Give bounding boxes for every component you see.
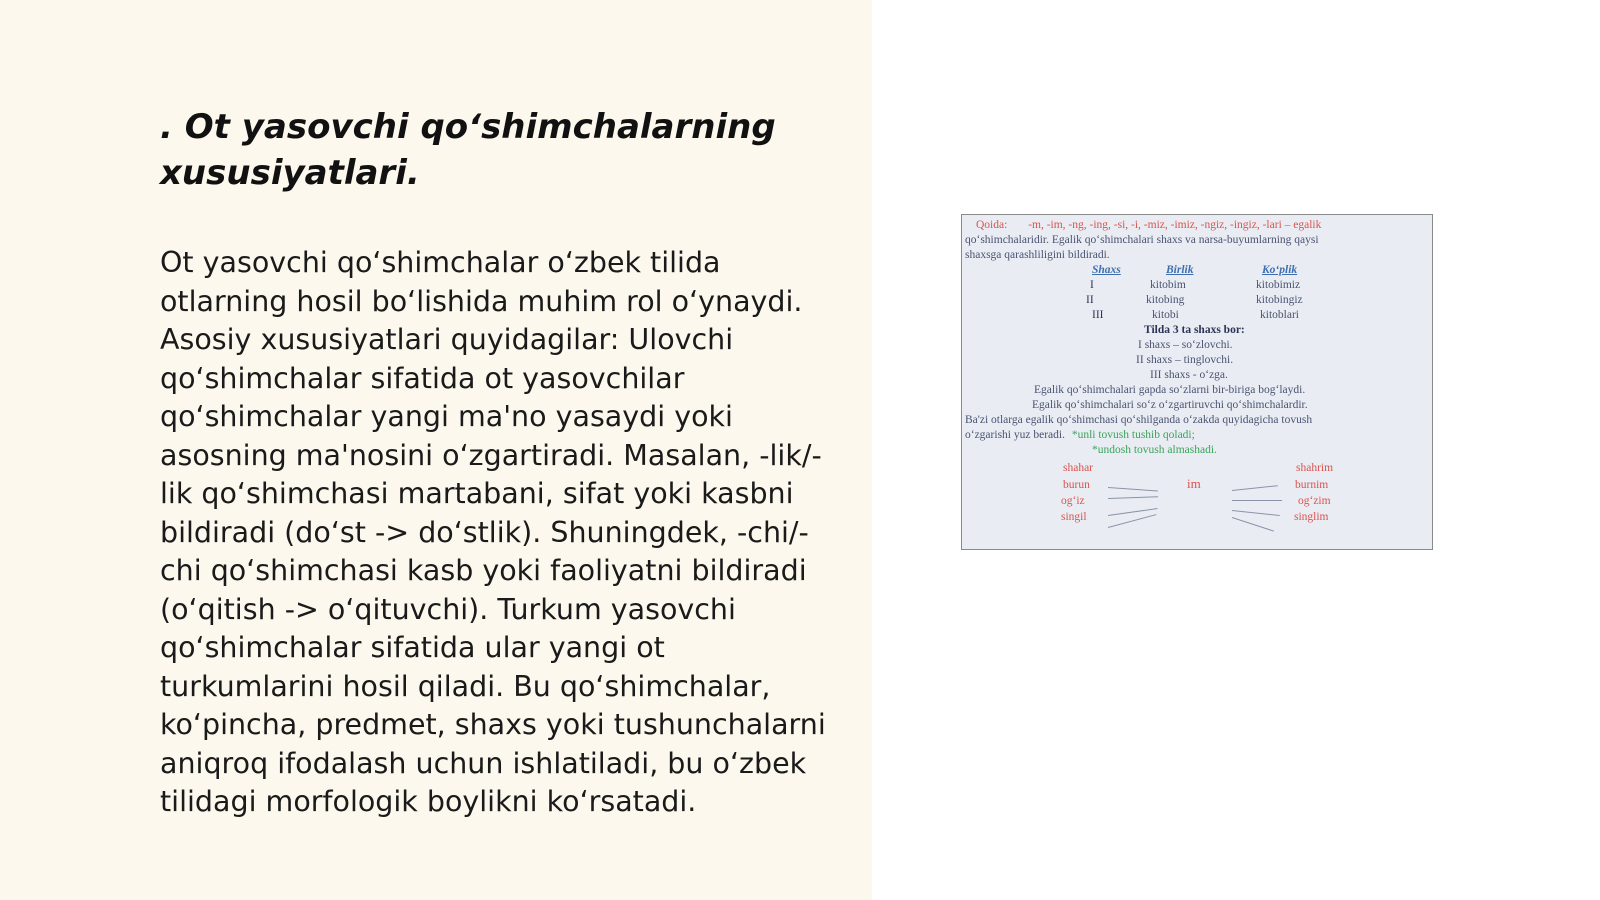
row-2-person: II [1086,294,1094,306]
left-word-3: og‘iz [1061,495,1085,507]
right-word-1: shahrim [1296,462,1334,474]
slide-title: . Ot yasovchi qo‘shimchalarning xususiyatlari. [160,107,776,193]
row-3-singular: kitobi [1152,309,1179,321]
grammar-rule-figure [961,214,1433,550]
header-singular: Birlik [1166,264,1194,276]
left-word-2: burun [1063,479,1090,491]
left-word-4: singil [1061,511,1087,523]
rule-suffixes: -m, -im, -ng, -ing, -si, -i, -miz, -imiz, -ngiz, -ingiz, -lari – egalik [1028,219,1322,231]
row-1-person: I [1090,279,1094,291]
person-first: I shaxs – so‘zlovchi. [1138,339,1233,351]
slide-body-text: Ot yasovchi qo‘shimchalar o‘zbek tilida otlarning hosil bo‘lishida muhim rol o‘ynaydi. Asosiy xususiyatlari quyidagilar: Ulovchi qo‘shimchalar sifatida ot yasovchilar qo‘shimchalar yangi ma'no yasaydi yoki asosning ma'nosini o‘zgartiradi. Masalan, -lik/-lik qo‘shimchasi martabani, sifat yoki kasbni bildiradi (do‘st -> do‘stlik). Shuningdek, -chi/-chi qo‘shimchasi kasb yoki faoliyatni bildiradi (o‘qitish -> o‘qituvchi). Turkum yasovchi qo‘shimchalar sifatida ular yangi ot turkumlarini hosil qiladi. Bu qo‘shimchalar, ko‘pincha, predmet, shaxs yoki tushunchalarni aniqroq ifodalash uchun ishlatiladi, bu o‘zbek tilidagi morfologik boylikni ko‘rsatadi. [160,246,826,818]
person-third: III shaxs - o‘zga. [1150,369,1228,381]
note-4-line [965,428,1195,443]
note-3: Ba'zi otlarga egalik qo‘shimchasi qo‘shilganda o‘zakda quyidagicha tovush [965,414,1313,426]
right-word-4: singlim [1294,511,1329,523]
note-1: Egalik qo‘shimchalari gapda so‘zlarni bir-biriga bog‘laydi. [1034,384,1306,396]
right-word-2: burnim [1295,479,1329,491]
rule-line-1 [976,218,1321,233]
connector-line [1232,500,1282,501]
person-second: II shaxs – tinglovchi. [1136,354,1234,366]
row-3-person: III [1092,309,1104,321]
change-consonant-swap: *undosh tovush almashadi. [1092,444,1217,456]
note-2: Egalik qo‘shimchalari so‘z o‘zgartiruvchi qo‘shimchalardir. [1032,399,1308,411]
rule-line-3: shaxsga qarashliligini bildiradi. [965,249,1110,261]
suffix-im: im [1187,476,1201,491]
row-3-plural: kitoblari [1260,309,1299,321]
row-2-singular: kitobing [1146,294,1185,306]
right-word-3: og‘zim [1298,495,1331,507]
left-word-1: shahar [1063,462,1094,474]
persons-title: Tilda 3 ta shaxs bor: [1144,324,1245,336]
connector-line [1108,496,1158,499]
header-plural: Ko‘plik [1262,264,1298,276]
row-1-plural: kitobimiz [1256,279,1301,291]
change-vowel-drop: *unli tovush tushib qoladi; [1071,429,1195,441]
header-person: Shaxs [1092,264,1121,276]
rule-line-2: qo‘shimchalaridir. Egalik qo‘shimchalari shaxs va narsa-buyumlarning qaysi [965,234,1319,246]
connector-line [1232,485,1278,491]
row-1-singular: kitobim [1150,279,1186,291]
connector-line [1232,510,1280,516]
connector-line [1108,514,1157,528]
row-2-plural: kitobingiz [1256,294,1303,306]
rule-label: Qoida: [976,219,1008,231]
note-4: o‘zgarishi yuz beradi. [965,429,1065,441]
connector-line [1108,487,1158,491]
connector-line [1232,517,1274,532]
